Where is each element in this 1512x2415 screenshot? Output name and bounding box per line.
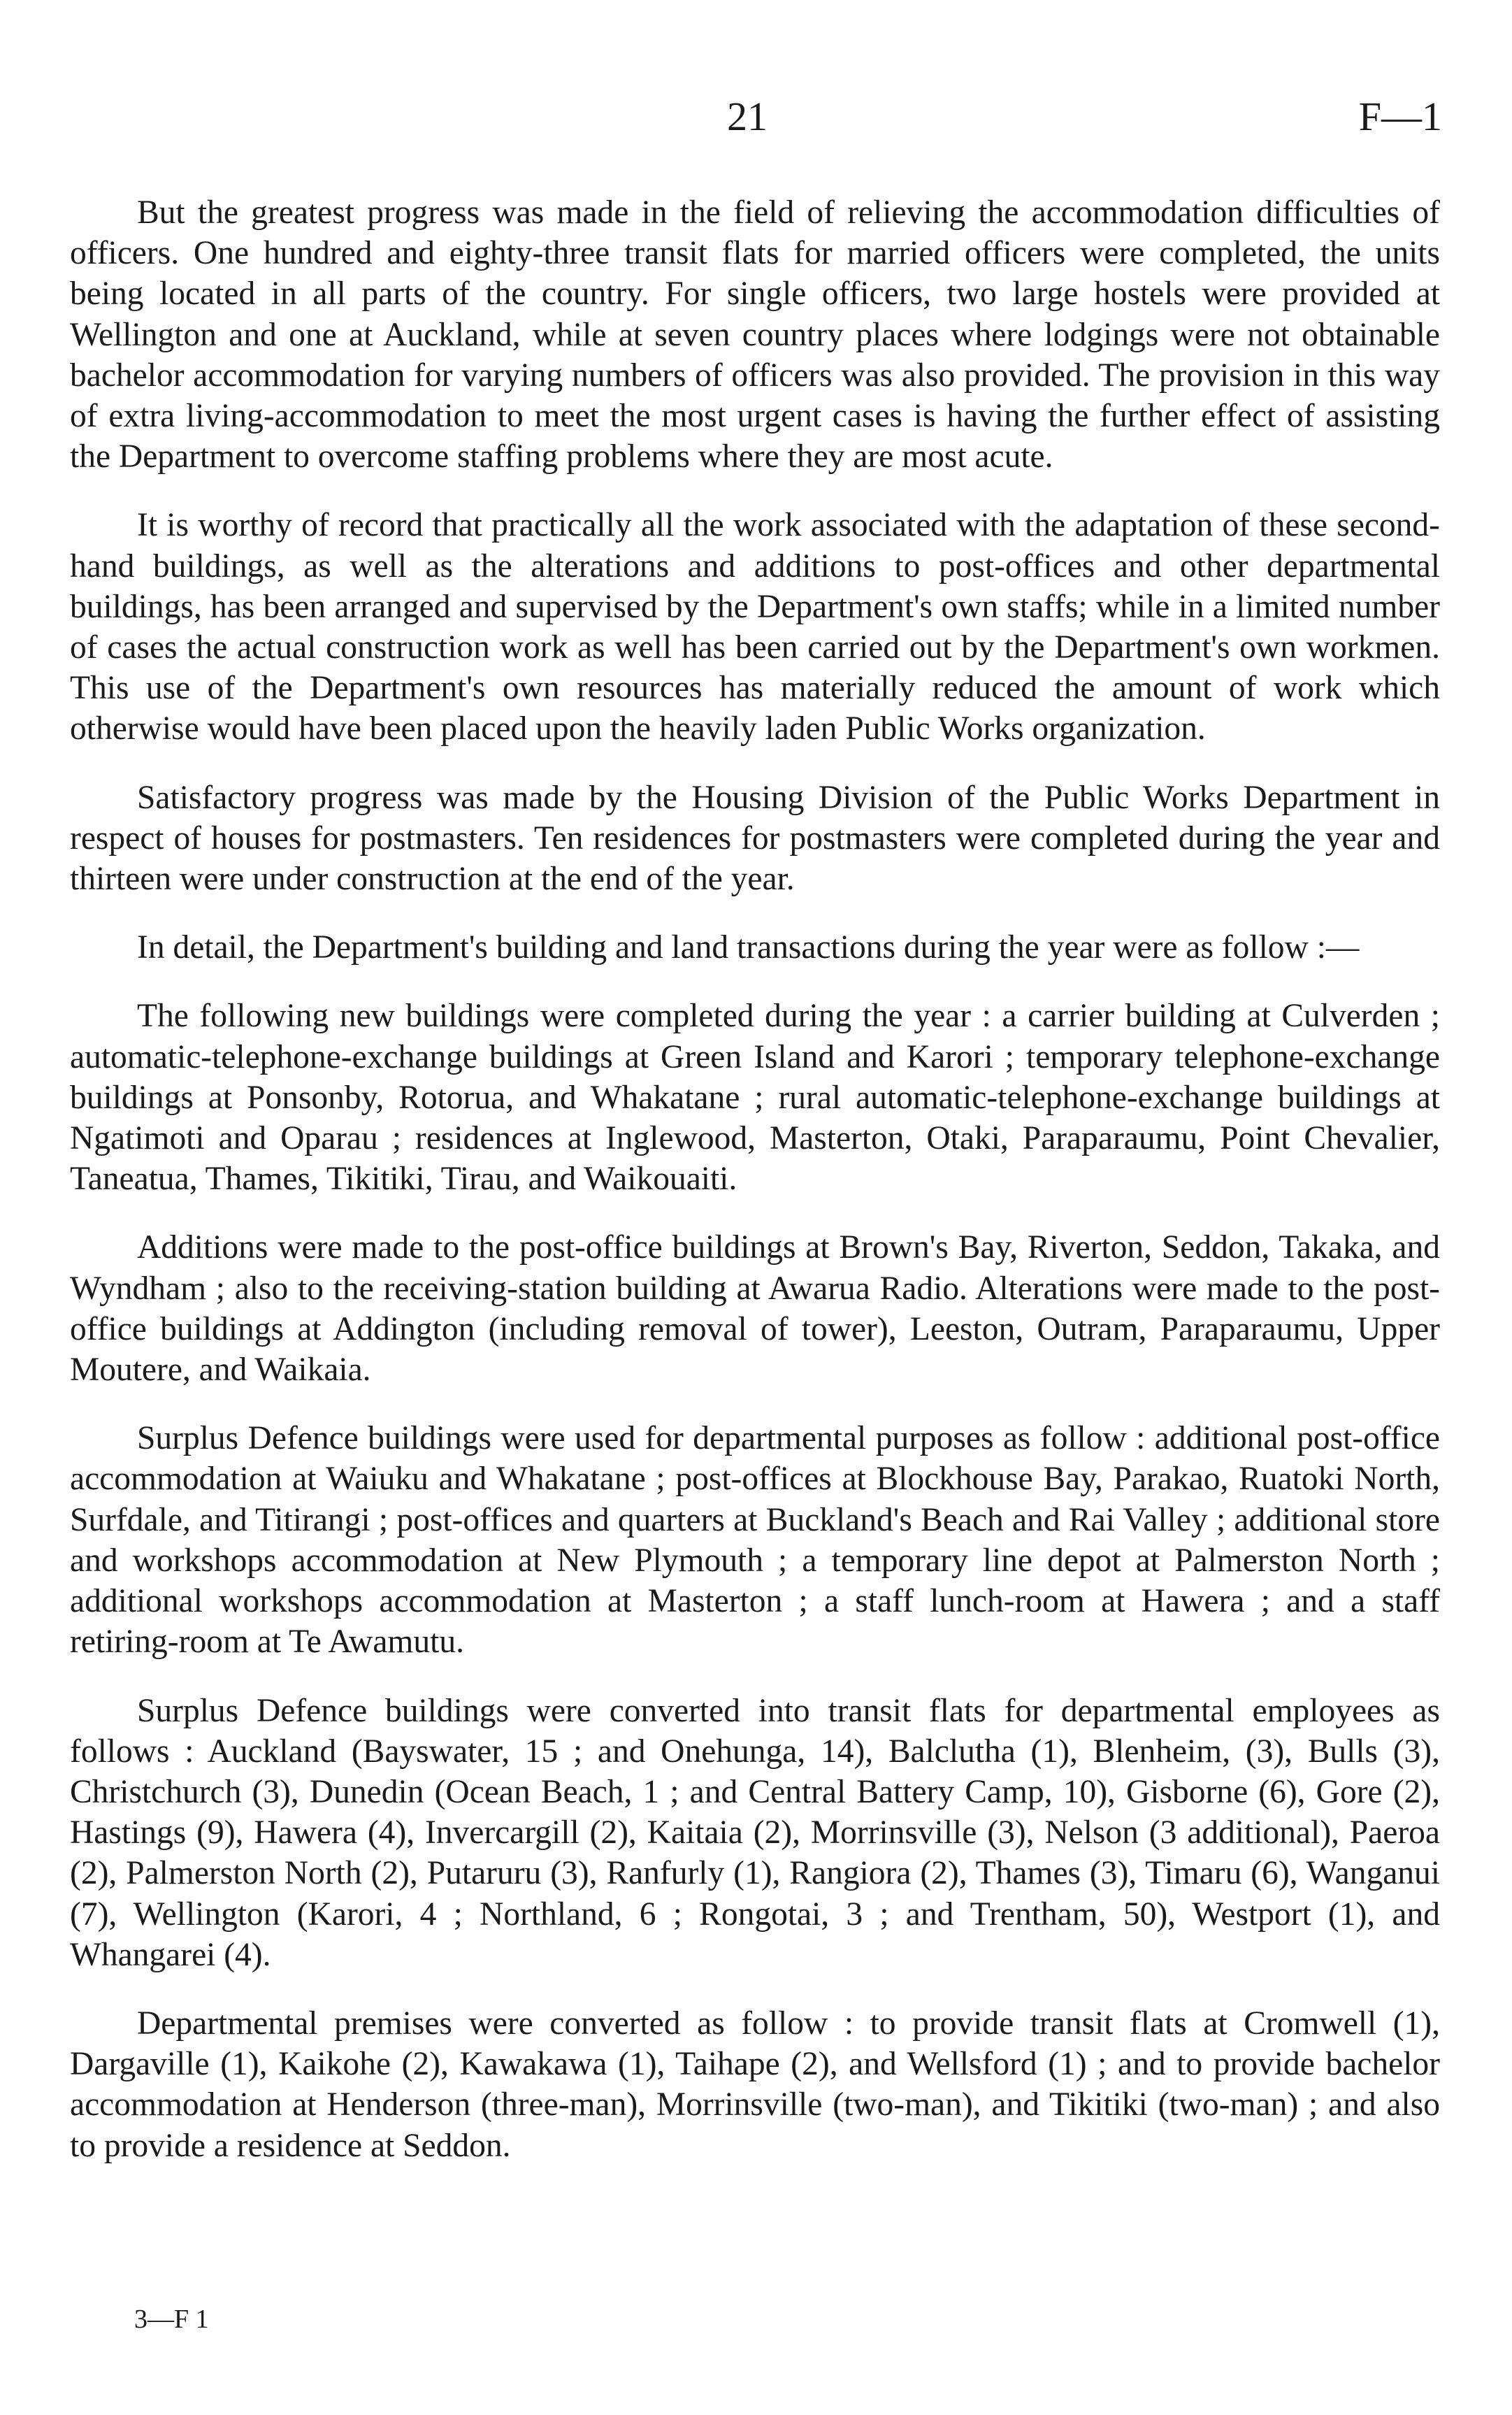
paragraph-surplus-defence-use: Surplus Defence buildings were used for departmental purposes as follow : additional post-office accommodation at Waiuku and Whakatane ; post-offices at Blockhouse Bay, Parakao, Ruatoki North, Surfdale, and Titirangi ; post-offices and quarters at Buckland's Beach and Rai Valley ; additional store and workshops accommodation at New Plymouth ; a temporary line depot at Palmerston North ; additional workshops accommodation at Masterton ; a staff lunch-room at Hawera ; and a staff retiring-room at Te Awamutu.	[70, 1420, 1440, 1661]
body-text	[70, 192, 1440, 2194]
paragraph-department-staffs: It is worthy of record that practically all the work associated with the adaptation of these second-hand buildings, as well as the alterations and additions to post-offices and other departmental buildings, has been arranged and supervised by the Department's own staffs; while in a limited number of cases the actual construction work as well has been carried out by the Department's own workmen. This use of the Department's own resources has materially reduced the amount of work which otherwise would have been placed upon the heavily laden Public Works organization.	[70, 507, 1440, 747]
paragraph-transit-flats: Surplus Defence buildings were converted into transit flats for departmental employees as follows : Auckland (Bayswater, 15 ; and Onehunga, 14), Balclutha (1), Blenheim, (3), Bulls (3), Christchurch (3), Dunedin (Ocean Beach, 1 ; and Central Battery Camp, 10), Gisborne (6), Gore (2), Hastings (9), Hawera (4), Invercargill (2), Kaitaia (2), Morrinsville (3), Nelson (3 additional), Paeroa (2), Palmerston North (2), Putaruru (3), Ranfurly (1), Rangiora (2), Thames (3), Timaru (6), Wanganui (7), Wellington (Karori, 4 ; Northland, 6 ; Rongotai, 3 ; and Trentham, 50), Westport (1), and Whangarei (4).	[70, 1692, 1440, 1973]
paragraph-premises-converted: Departmental premises were converted as follow : to provide transit flats at Cromwell (1), Dargaville (1), Kaikohe (2), Kawakawa (1), Taihape (2), and Wellsford (1) ; and to provide bachelor accommodation at Henderson (three-man), Morrinsville (two-man), and Tikitiki (two-man) ; and also to provide a residence at Seddon.	[70, 2005, 1440, 2164]
paragraph-additions: Additions were made to the post-office buildings at Brown's Bay, Riverton, Seddon, Takaka, and Wyndham ; also to the receiving-station building at Awarua Radio. Alterations were made to the post-office buildings at Addington (including removal of tower), Leeston, Outram, Paraparaumu, Upper Moutere, and Waikaia.	[70, 1229, 1440, 1389]
paragraph-housing-division: Satisfactory progress was made by the Housing Division of the Public Works Department in respect of houses for postmasters. Ten residences for postmasters were completed during the year and thirteen were under construction at the end of the year.	[70, 779, 1440, 898]
page-number: 21	[727, 94, 768, 139]
paragraph-accommodation: But the greatest progress was made in the field of relieving the accommodation difficulties of officers. One hundred and eighty-three transit flats for married officers were completed, the units being located in all parts of the country. For single officers, two large hostels were provided at Wellington and one at Auckland, while at seven country places where lodgings were not obtainable bachelor accommodation for varying numbers of officers was also provided. The provision in this way of extra living-accommodation to meet the most urgent cases is having the further effect of assisting the Department to overcome staffing problems where they are most acute.	[70, 194, 1440, 475]
paragraph-in-detail: In detail, the Department's building and land transactions during the year were as follow :—	[137, 929, 1360, 966]
document-reference: F—1	[1358, 94, 1442, 139]
printer-signature: 3—F 1	[134, 2305, 209, 2334]
paragraph-new-buildings: The following new buildings were completed during the year : a carrier building at Culverden ; automatic-telephone-exchange buildings at Green Island and Karori ; temporary telephone-exchange buildings at Ponsonby, Rotorua, and Whakatane ; rural automatic-telephone-exchange buildings at Ngatimoti and Oparau ; residences at Inglewood, Masterton, Otaki, Paraparaumu, Point Chevalier, Taneatua, Thames, Tikitiki, Tirau, and Waikouaiti.	[70, 998, 1440, 1198]
